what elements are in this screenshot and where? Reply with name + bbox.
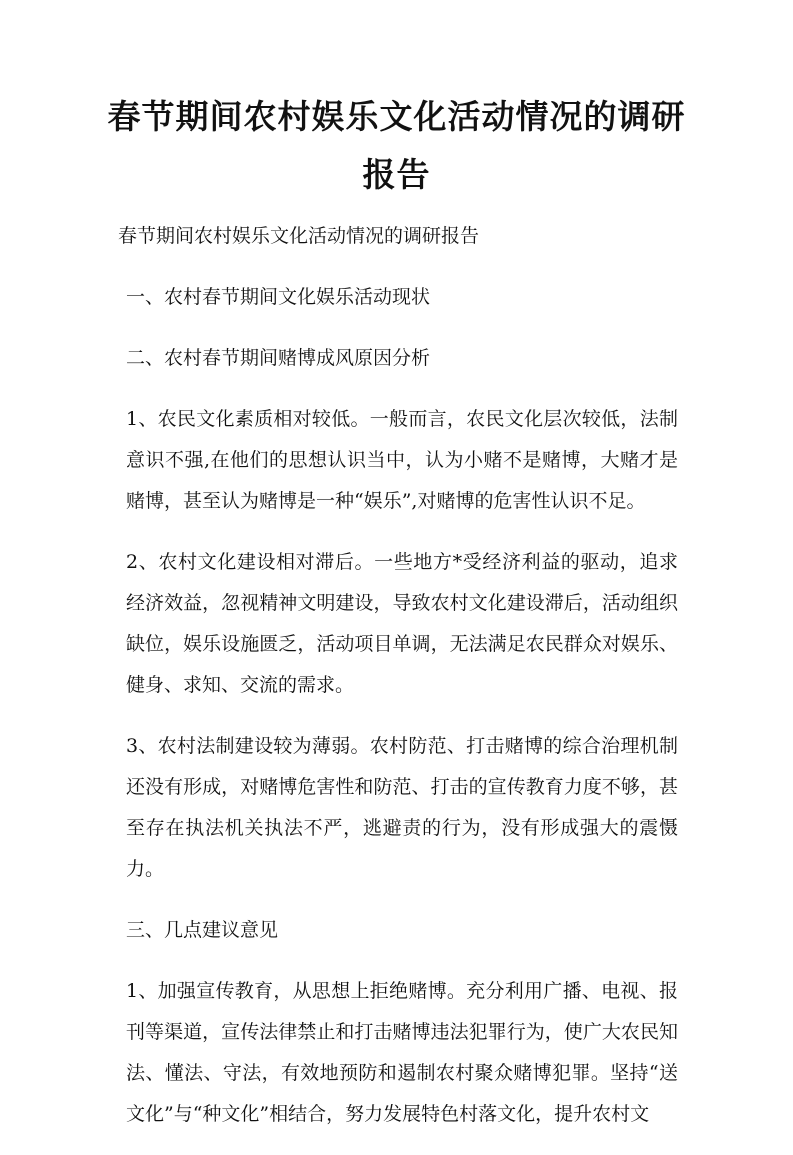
section-heading-3: 三、几点建议意见	[126, 919, 279, 941]
section-heading-2: 二、农村春节期间赌博成风原因分析	[126, 347, 431, 369]
paragraph-suggestion-1: 1、加强宣传教育，从思想上拒绝赌博。充分利用广播、电视、报刊等渠道，宣传法律禁止和打击赌博违法犯罪行为，使广大农民知法、懂法、守法，有效地预防和遏制农村聚众赌博犯罪。坚持“送文化”与“种文化”相结合，努力发展特色村落文化，提升农村文	[126, 980, 678, 1125]
paragraph-point-2: 2、农村文化建设相对滞后。一些地方*受经济利益的驱动，追求经济效益，忽视精神文明建设，导致农村文化建设滞后，活动组织缺位，娱乐设施匮乏，活动项目单调，无法满足农民群众对娱乐、健身、求知、交流的需求。	[126, 551, 678, 696]
section-heading-1: 一、农村春节期间文化娱乐活动现状	[126, 286, 431, 308]
paragraph-subtitle: 春节期间农村娱乐文化活动情况的调研报告	[118, 225, 480, 247]
paragraph-point-1: 1、农民文化素质相对较低。一般而言，农民文化层次较低，法制意识不强,在他们的思想认识当中，认为小赌不是赌博，大赌才是赌博，甚至认为赌博是一种“娱乐”,对赌博的危害性认识不足。	[126, 408, 678, 512]
paragraph-point-3: 3、农村法制建设较为薄弱。农村防范、打击赌博的综合治理机制还没有形成，对赌博危害性和防范、打击的宣传教育力度不够，甚至存在执法机关执法不严，逃避责的行为，没有形成强大的震慑力。	[126, 735, 678, 880]
document-title: 春节期间农村娱乐文化活动情况的调研报告	[107, 97, 686, 194]
document-body	[118, 216, 678, 1155]
